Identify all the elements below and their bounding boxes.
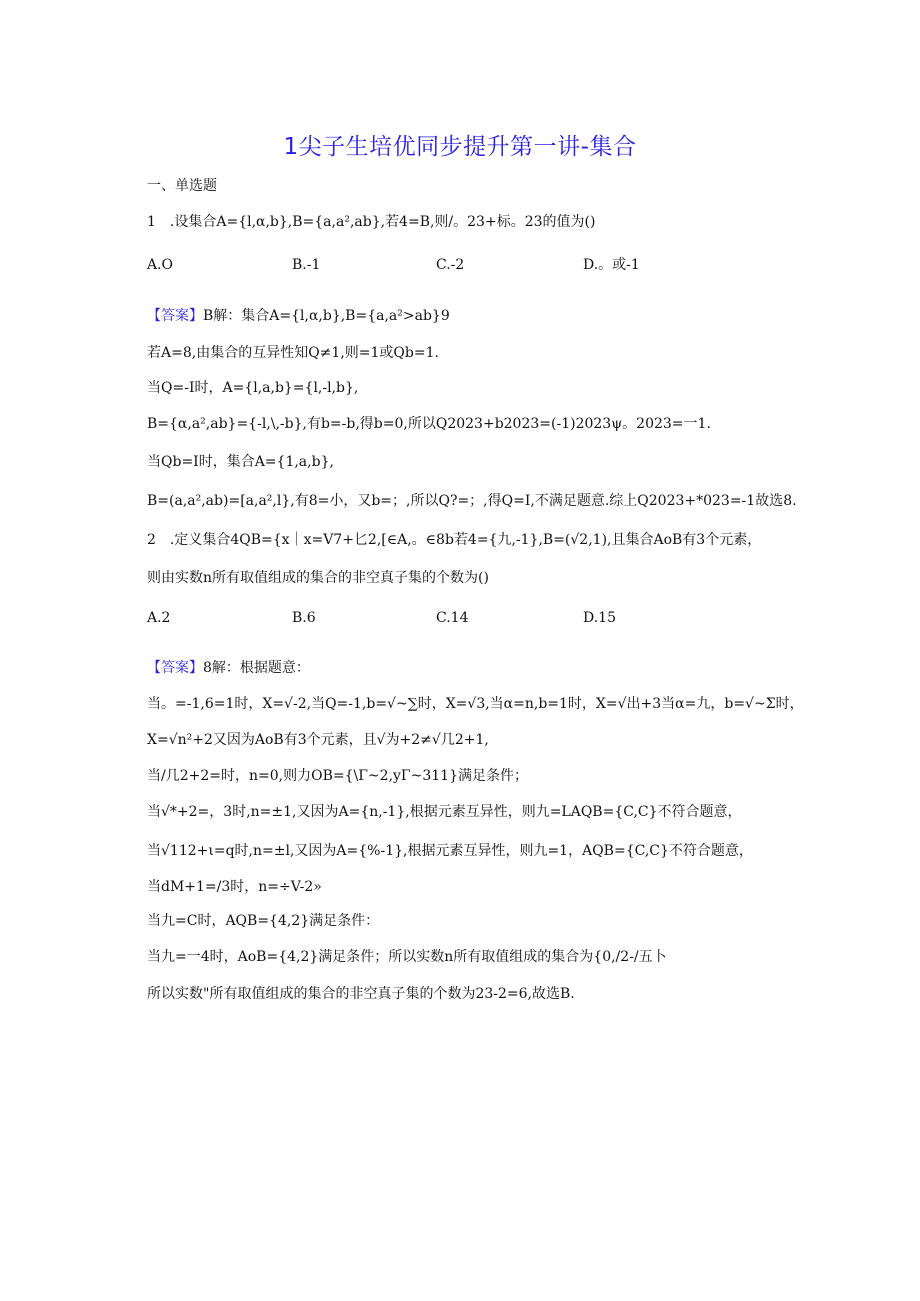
page-title: 1尖子生培优同步提升第一讲-集合 bbox=[283, 134, 637, 160]
answer-2-line-7: 当dM+1=/3时，n=÷V-2» bbox=[147, 879, 322, 895]
answer-2-line-3: X=√n²+2又因为AoB有3个元素，且√为+2≠√几2+1, bbox=[147, 732, 489, 748]
q2-option-d: D.15 bbox=[583, 610, 616, 626]
answer-2-line-4: 当/几2+2=时，n=0,则力OB={\Γ~2,yΓ~311}满足条件； bbox=[147, 768, 529, 784]
section-heading: 一、单选题 bbox=[147, 178, 217, 194]
question-2-stem-line-1: 2 .定义集合4QB={x｜x=V7+匕2,[∈A,。∈8b若4={九,-1},B=(√2,1),且集合AoB有3个元素， bbox=[147, 532, 762, 548]
answer-2-line-5: 当√*+2=，3时,n=±1,又因为A={n,-1},根据元素互异性，则九=LAQB={C,C}不符合题意， bbox=[147, 804, 742, 820]
answer-2-line-1 bbox=[147, 658, 310, 678]
q1-option-b: B.-1 bbox=[292, 257, 321, 273]
q1-option-a: A.O bbox=[147, 257, 174, 273]
question-1-stem: 1 .设集合A={l,α,b},B={a,a²,ab},若4=B,则/。23+标。23的值为() bbox=[147, 214, 596, 230]
answer-2-line-6: 当√112+ι=q时,n=±l,又因为A={%-1},根据元素互异性，则九=1，AQB={C,C}不符合题意， bbox=[147, 843, 753, 859]
answer-2-text: 8解：根据题意： bbox=[203, 660, 310, 676]
answer-1-text: B解：集合A={l,α,b},B={a,a²>ab}9 bbox=[203, 308, 450, 324]
answer-1-tag: 【答案】 bbox=[147, 308, 203, 324]
answer-2-line-9: 当九=一4时，AoB={4,2}满足条件；所以实数n所有取值组成的集合为{0,/2-/五卜 bbox=[147, 949, 667, 965]
answer-1-line-5: 当Qb=I时，集合A={1,a,b}, bbox=[147, 454, 334, 470]
answer-2-tag: 【答案】 bbox=[147, 660, 203, 676]
answer-1-line-2: 若A=8,由集合的互异性知Q≠1,则=1或Qb=1. bbox=[147, 345, 439, 361]
answer-2-line-10: 所以实数"所有取值组成的集合的非空真子集的个数为23-2=6,故选B. bbox=[147, 986, 575, 1002]
q1-option-c: C.-2 bbox=[436, 257, 465, 273]
answer-1-line-6: B=(a,a²,ab)=[a,a²,l},有8=小，又b=；,所以Q?=；,得Q=I,不满足题意.综上Q2023+*023=-1故选8. bbox=[147, 493, 797, 509]
answer-1-line-3: 当Q=-I时，A={l,a,b}={l,-l,b}, bbox=[147, 380, 359, 396]
q1-option-d: D.。或-1 bbox=[583, 257, 640, 273]
q2-option-c: C.14 bbox=[436, 610, 469, 626]
answer-1-line-4: B={α,a²,ab}={-l,\,-b},有b=-b,得b=0,所以Q2023+b2023=(-1)2023ψ。2023=一1. bbox=[147, 416, 711, 432]
answer-1-line-1 bbox=[147, 306, 450, 326]
answer-2-line-8: 当九=C时，AQB={4,2}满足条件： bbox=[147, 913, 380, 929]
question-2-stem-line-2: 则由实数n所有取值组成的集合的非空真子集的个数为() bbox=[147, 570, 489, 586]
answer-2-line-2: 当。=-1,6=1时，X=√-2,当Q=-1,b=√~∑时，X=√3,当α=n,b=1时，X=√出+3当α=九，b=√~Σ时， bbox=[147, 696, 804, 712]
q2-option-b: B.6 bbox=[292, 610, 316, 626]
q2-option-a: A.2 bbox=[147, 610, 171, 626]
